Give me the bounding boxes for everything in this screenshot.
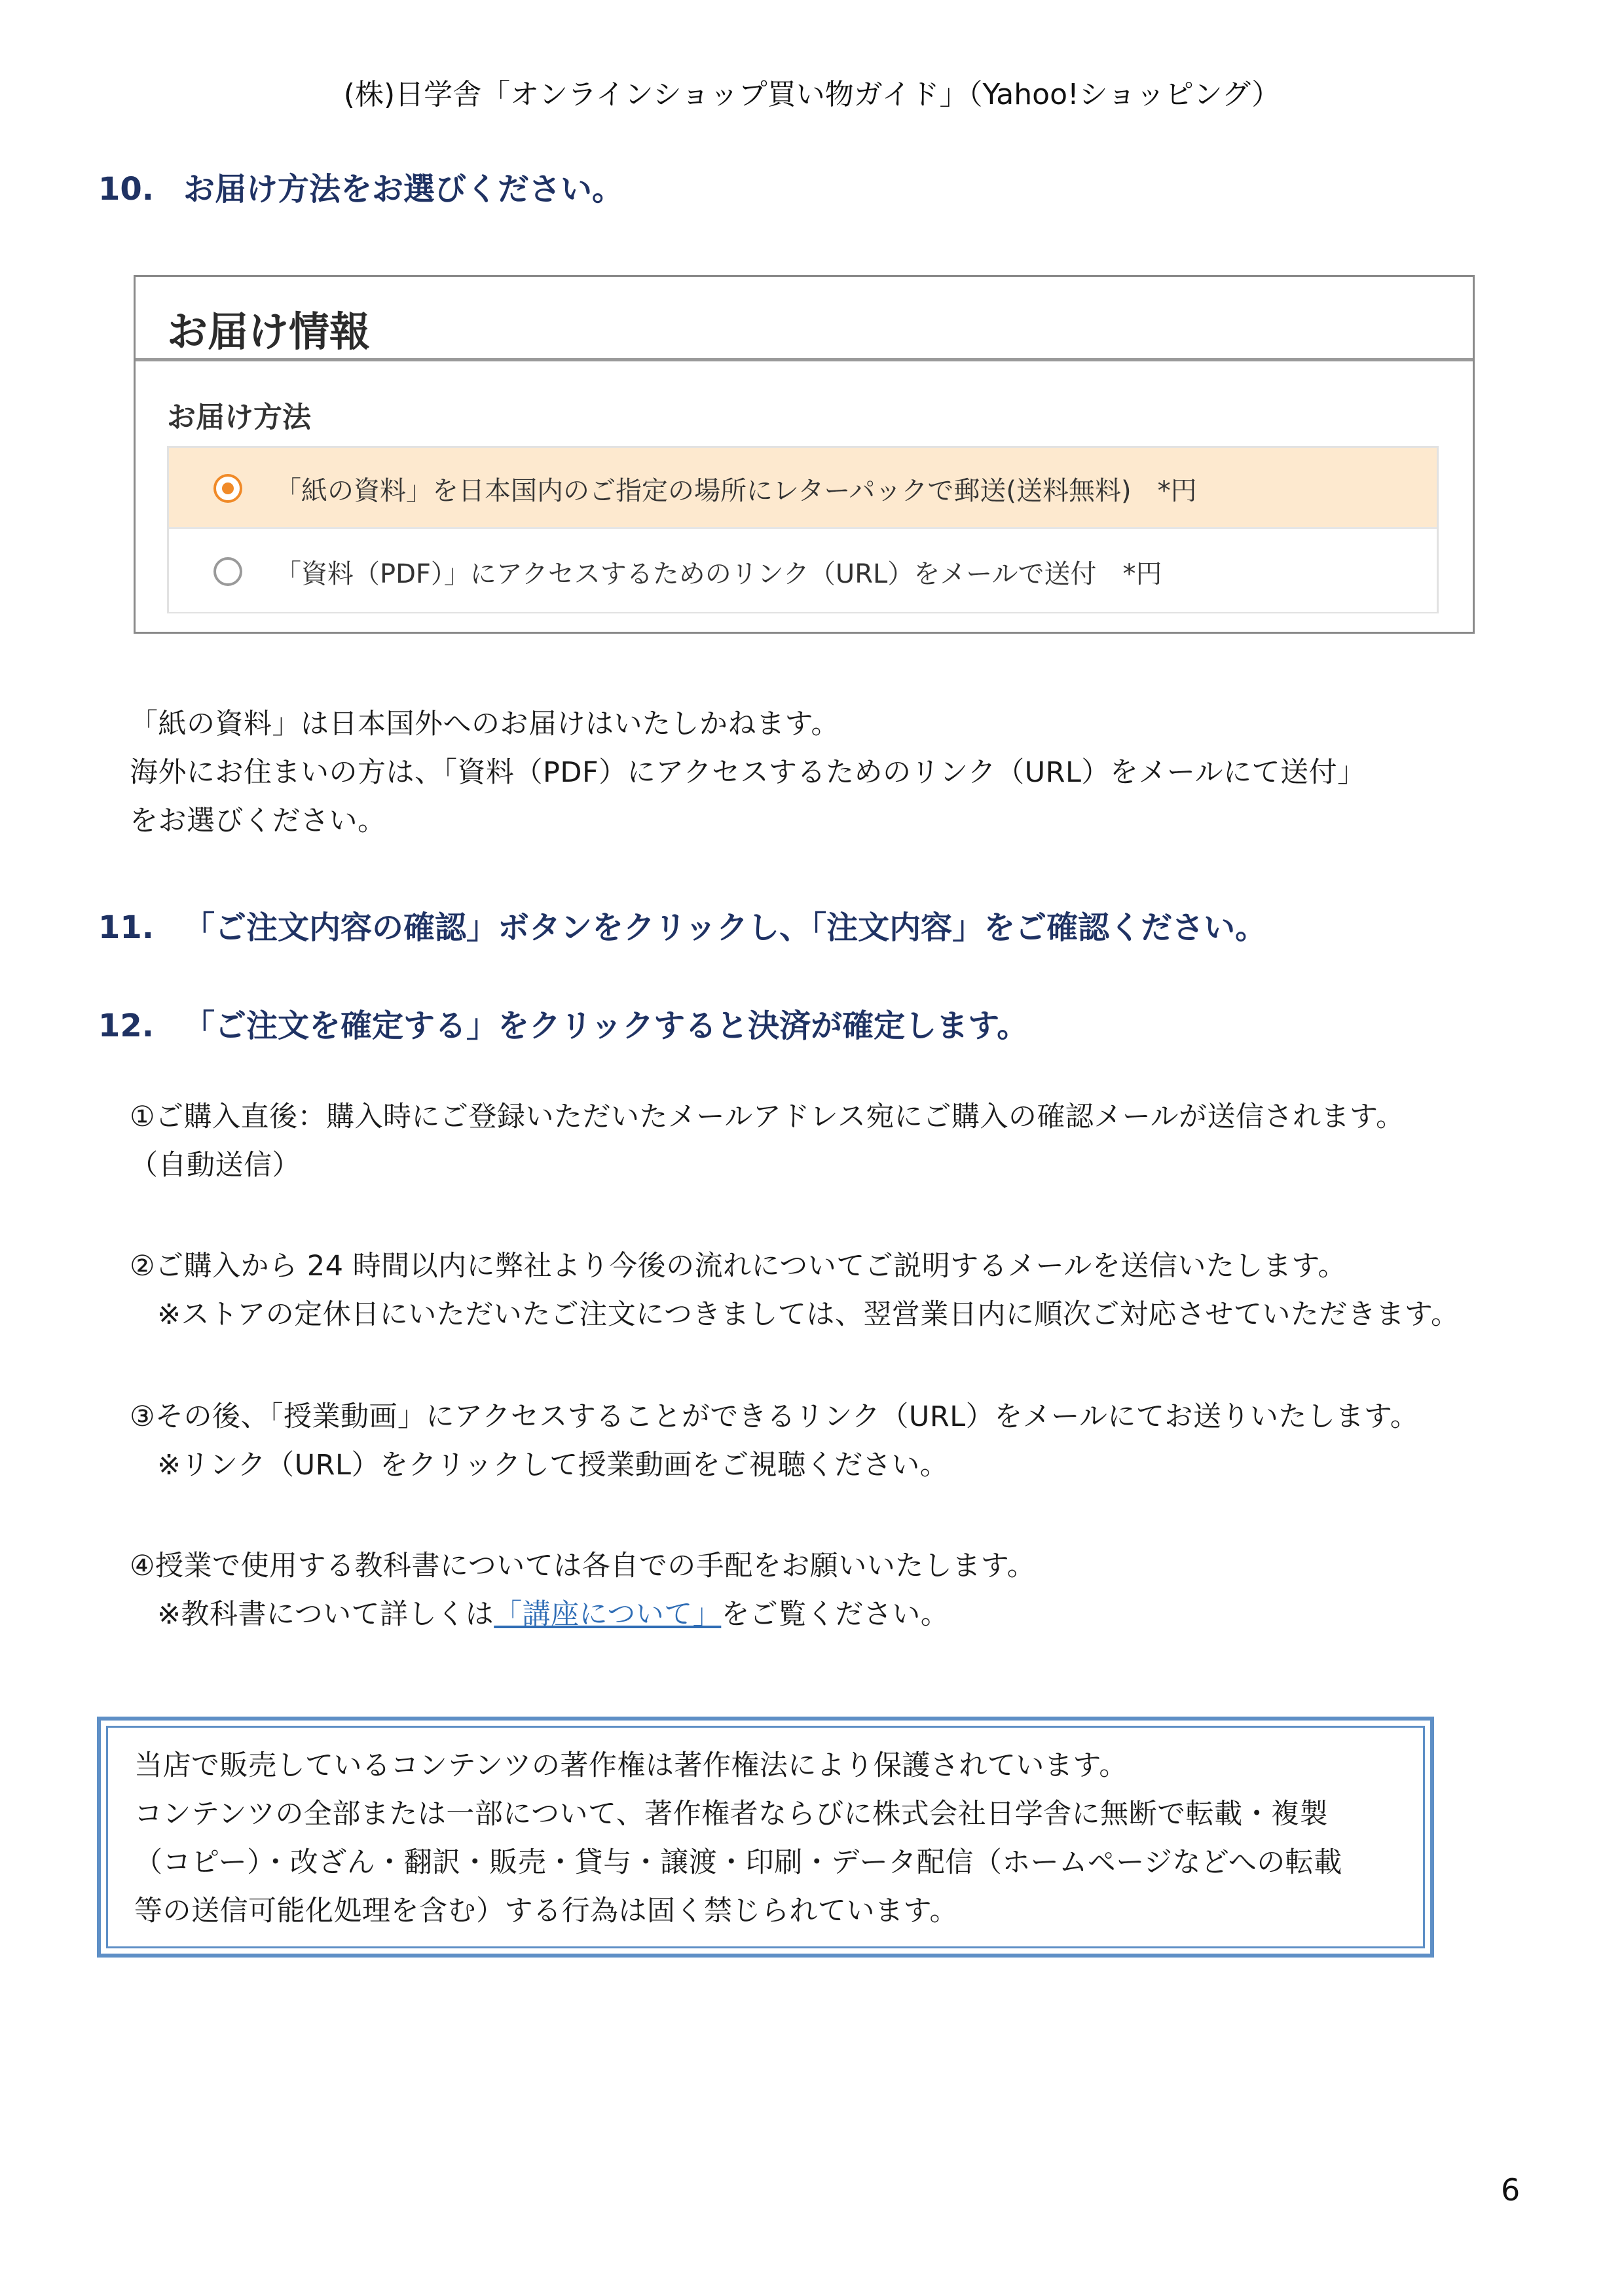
delivery-method-options <box>167 446 1439 613</box>
delivery-option-pdf-label: 「資料（PDF）」にアクセスするためのリンク（URL）をメールで送付 <box>275 559 1097 589</box>
step-11-number: 11. <box>98 909 155 946</box>
radio-unselected-icon[interactable] <box>213 557 242 586</box>
delivery-option-paper-label: 「紙の資料」を日本国内のご指定の場所にレターパックで郵送(送料無料) <box>275 476 1132 506</box>
delivery-option-pdf-price: *円 <box>1122 559 1162 589</box>
copyright-notice-inner-border <box>106 1726 1425 1948</box>
copyright-notice-box <box>97 1717 1434 1958</box>
item-2-line-1: ②ご購入から 24 時間以内に弊社より今後の流れについてご説明するメールを送信いたします。 <box>130 1250 1346 1283</box>
page-header-title: (株)日学舎「オンラインショップ買い物ガイド」（Yahoo!ショッピング） <box>343 78 1281 111</box>
step-10-heading <box>98 164 623 209</box>
delivery-info-title: お届け情報 <box>167 308 371 355</box>
radio-selected-icon[interactable] <box>213 474 242 503</box>
copyright-line-1: 当店で販売しているコンテンツの著作権は著作権法により保護されています。 <box>134 1749 1128 1782</box>
page-number: 6 <box>1501 2172 1521 2208</box>
delivery-option-pdf[interactable] <box>169 531 1437 612</box>
delivery-method-label: お届け方法 <box>167 401 311 434</box>
item-4-line-2 <box>157 1592 949 1632</box>
delivery-title-divider <box>136 358 1473 361</box>
note-line-2: 海外にお住まいの方は、「資料（PDF）にアクセスするためのリンク（URL）をメールにて送付」 <box>130 756 1366 789</box>
note-line-1: 「紙の資料」は日本国外へのお届けはいたしかねます。 <box>130 708 840 740</box>
delivery-info-panel <box>134 275 1475 634</box>
copyright-line-3: （コピー）・改ざん・翻訳・販売・貸与・譲渡・印刷・データ配信（ホームページなどへの転載 <box>134 1846 1342 1879</box>
delivery-option-paper-price: *円 <box>1157 476 1197 506</box>
item-1-line-2: （自動送信） <box>130 1149 301 1182</box>
step-10-title: お届け方法をお選びください。 <box>183 171 624 208</box>
item-1-line-1: ①ご購入直後：購入時にご登録いただいたメールアドレス宛にご購入の確認メールが送信されます。 <box>130 1101 1405 1133</box>
item-4-line-1: ④授業で使用する教科書については各自での手配をお願いいたします。 <box>130 1550 1036 1582</box>
item-3-line-2: ※リンク（URL）をクリックして授業動画をご視聴ください。 <box>157 1449 949 1482</box>
item-3-line-1: ③その後、「授業動画」にアクセスすることができるリンク（URL）をメールにてお送りいたします。 <box>130 1400 1419 1433</box>
step-12-heading <box>98 1000 1028 1046</box>
note-line-3: をお選びください。 <box>130 805 386 837</box>
step-12-number: 12. <box>98 1008 155 1044</box>
copyright-line-2: コンテンツの全部または一部について、著作権者ならびに株式会社日学舎に無断で転載・複製 <box>134 1798 1329 1831</box>
item-2-line-2: ※ストアの定休日にいただいたご注文につきましては、翌営業日内に順次ご対応させていただきます。 <box>157 1298 1460 1331</box>
item-4-line-2-suffix: をご覧ください。 <box>721 1598 950 1631</box>
step-11-heading <box>98 902 1266 947</box>
delivery-option-paper[interactable] <box>169 448 1437 529</box>
step-11-title: 「ご注文内容の確認」ボタンをクリックし、「注文内容」をご確認ください。 <box>183 909 1267 946</box>
step-10-number: 10. <box>98 171 155 208</box>
course-info-link[interactable]: 「講座について」 <box>494 1598 722 1631</box>
copyright-line-4: 等の送信可能化処理を含む）する行為は固く禁じられています。 <box>134 1895 959 1927</box>
item-4-line-2-prefix: ※教科書について詳しくは <box>157 1598 494 1631</box>
step-12-title: 「ご注文を確定する」をクリックすると決済が確定します。 <box>183 1008 1029 1044</box>
